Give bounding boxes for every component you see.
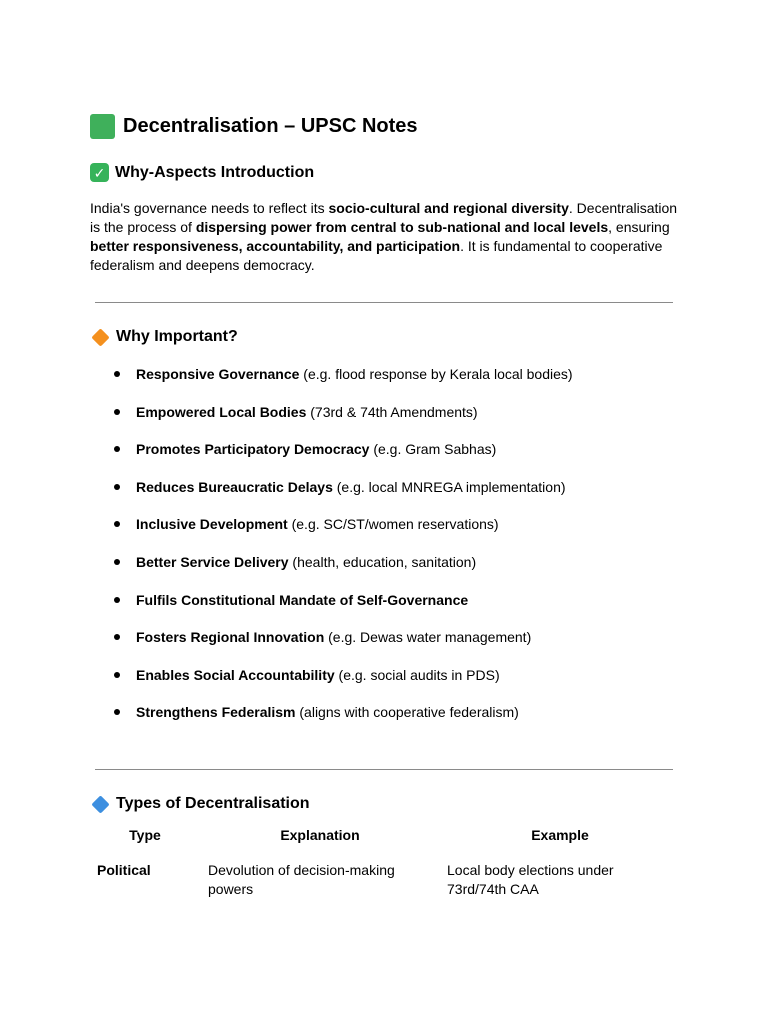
intro-text: . It is fundamental to cooperative federalism and deepens democracy. (90, 238, 663, 273)
list-item (112, 552, 573, 590)
list-item (112, 702, 573, 740)
green-square-icon (90, 114, 115, 139)
bullet-icon (114, 559, 120, 565)
table-header-type: Type (129, 827, 161, 843)
list-item (112, 364, 573, 402)
check-mark-icon: ✓ (90, 163, 109, 182)
list-item-bold: Enables Social Accountability (136, 666, 335, 683)
intro-heading (90, 163, 314, 182)
section-divider (95, 769, 673, 770)
blue-diamond-icon (91, 795, 109, 813)
types-heading-text: Types of Decentralisation (116, 795, 310, 812)
intro-text: , ensuring (608, 219, 670, 235)
bullet-icon (114, 709, 120, 715)
list-item-bold: Inclusive Development (136, 516, 288, 533)
intro-text: India's governance needs to reflect its (90, 200, 329, 216)
bullet-icon (114, 484, 120, 490)
table-cell-example (447, 861, 677, 899)
list-item-text: (e.g. Gram Sabhas) (369, 441, 497, 458)
list-item-bold: Better Service Delivery (136, 553, 289, 570)
bullet-icon (114, 371, 120, 377)
bullet-icon (114, 672, 120, 678)
list-item-bold: Responsive Governance (136, 366, 300, 382)
list-item-bold: Promotes Participatory Democracy (136, 441, 370, 458)
table-cell-explanation (208, 861, 428, 899)
list-item-bold: Empowered Local Bodies (136, 403, 307, 420)
list-item (112, 514, 573, 552)
table-cell-line: Devolution of decision-making (208, 862, 395, 878)
list-item-text: (e.g. Dewas water management) (324, 629, 532, 646)
list-item (112, 665, 573, 703)
important-heading (90, 328, 238, 346)
page-title (90, 114, 418, 139)
table-header-explanation: Explanation (280, 827, 360, 843)
types-heading (90, 795, 310, 813)
list-item-text: (e.g. social audits in PDS) (334, 666, 500, 683)
intro-paragraph (90, 199, 680, 275)
intro-heading-text: Why-Aspects Introduction (115, 163, 315, 181)
list-item-text: (73rd & 74th Amendments) (306, 403, 478, 420)
bullet-icon (114, 634, 120, 640)
section-divider (95, 302, 673, 303)
list-item (112, 439, 573, 477)
importance-list (112, 364, 573, 740)
intro-bold: socio-cultural and regional diversity (328, 200, 569, 216)
list-item-bold: Fulfils Constitutional Mandate of Self-Governance (136, 591, 469, 608)
list-item (112, 590, 573, 628)
bullet-icon (114, 597, 120, 603)
table-cell-line: powers (208, 881, 254, 897)
list-item (112, 477, 573, 515)
list-item-text: (e.g. local MNREGA implementation) (332, 478, 566, 495)
list-item-text: (aligns with cooperative federalism) (295, 704, 519, 721)
table-cell-type: Political (97, 862, 151, 878)
orange-diamond-icon (91, 328, 109, 346)
list-item-bold: Strengthens Federalism (136, 704, 296, 721)
page-title-text: Decentralisation – UPSC Notes (123, 115, 418, 137)
list-item-bold: Reduces Bureaucratic Delays (136, 478, 333, 495)
list-item (112, 627, 573, 665)
important-heading-text: Why Important? (116, 328, 238, 345)
bullet-icon (114, 521, 120, 527)
list-item-bold: Fosters Regional Innovation (136, 629, 325, 646)
list-item-text: (e.g. flood response by Kerala local bodies) (299, 366, 573, 382)
bullet-icon (114, 409, 120, 415)
bullet-icon (114, 446, 120, 452)
table-cell-line: 73rd/74th CAA (447, 881, 539, 897)
intro-text: . Decentralisation is the process of (90, 200, 678, 235)
list-item (112, 402, 573, 440)
list-item-text: (health, education, sanitation) (288, 553, 477, 570)
table-cell-line: Local body elections under (447, 862, 614, 878)
intro-bold: better responsiveness, accountability, and participation (90, 238, 461, 254)
list-item-text: (e.g. SC/ST/women reservations) (287, 516, 499, 533)
table-header-example: Example (531, 827, 589, 843)
intro-bold: dispersing power from central to sub-national and local levels (195, 219, 609, 235)
